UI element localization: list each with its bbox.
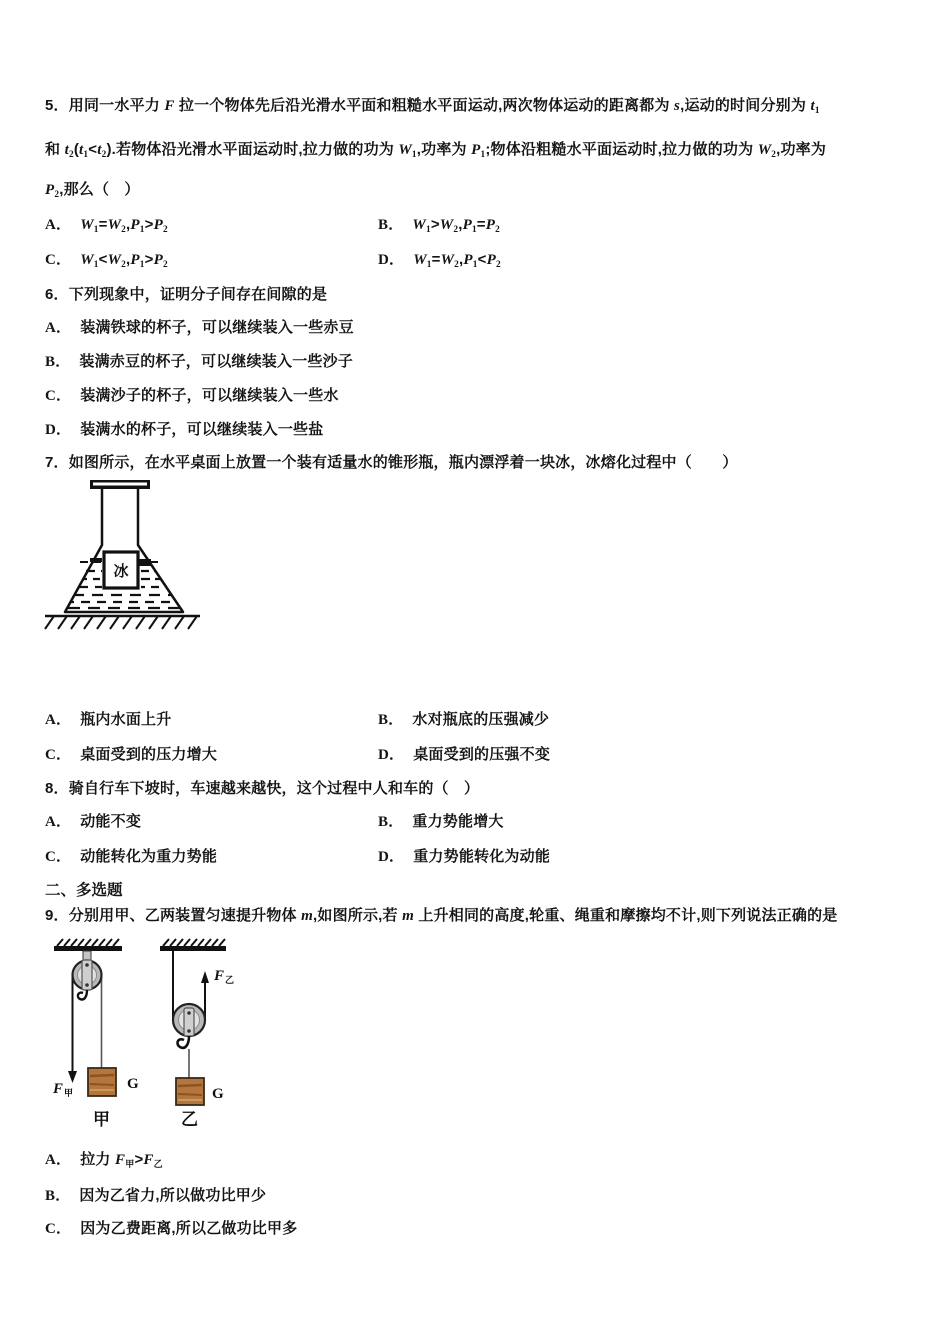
option-text: $W_1<W_2,P_1>P_2$ [80,251,168,270]
option-text: 瓶内水面上升 [80,711,172,728]
option-text: 动能不变 [80,813,142,830]
option-label: C． [45,747,72,763]
weight-label-left: G [127,1076,139,1092]
ceiling-bar-left [54,946,122,951]
option-label: D． [45,422,72,438]
option-text: 因为乙费距离,所以乙做功比甲多 [80,1220,298,1237]
option-text: 动能转化为重力势能 [80,848,218,865]
option-label: B． [45,354,71,370]
q9-title: 9．分别用甲、乙两装置匀速提升物体 m,如图所示,若 m 上升相同的高度,轮重、绳重和摩擦均不计,则下列说法正确的是 [45,907,838,924]
q8-option-row-1 [45,810,504,831]
table-hatching [45,616,200,629]
weight-label-right: G [212,1086,224,1102]
hook-icon [78,990,87,1000]
q7-option-c [45,743,378,764]
svg-text:甲: 甲 [64,1088,74,1098]
q9-option-a [45,1148,163,1170]
q8-option-b [378,810,504,831]
ceiling-hatch-left [57,939,119,946]
pulley-figure [40,938,300,1138]
option-label: D． [378,849,405,865]
q5-option-d [378,248,501,270]
q7-option-a [45,708,378,729]
svg-text:乙: 乙 [225,975,235,985]
option-label: A． [45,814,72,830]
option-text: 装满水的杯子，可以继续装入一些盐 [80,421,324,438]
option-text: 重力势能增大 [412,813,504,830]
ceiling-hatch-right [163,939,225,946]
q5-line-3: $P_2$,那么（ ） [45,181,140,200]
option-label: A． [45,1152,72,1168]
option-text: 装满沙子的杯子，可以继续装入一些水 [80,387,339,404]
q8-option-row-2 [45,845,550,866]
hook-icon [177,1036,189,1048]
option-text: 因为乙省力,所以做功比甲少 [79,1187,267,1204]
q9-option-b [45,1184,266,1205]
option-text: 装满铁球的杯子，可以继续装入一些赤豆 [80,319,354,336]
option-label: B． [378,217,404,233]
option-label: A． [45,712,72,728]
ceiling-bar-right [160,946,226,951]
q7-title: 7．如图所示，在水平桌面上放置一个装有适量水的锥形瓶，瓶内漂浮着一块冰，冰熔化过程中（ ） [45,454,738,471]
option-label: C． [45,252,72,268]
option-text: 桌面受到的压力增大 [80,746,218,763]
force-label-yi: F [214,968,225,984]
fixed-pulley-assembly [52,939,139,1129]
movable-pulley-assembly [160,939,234,1129]
q7-option-b [378,708,549,729]
option-text: $W_1>W_2,P_1=P_2$ [412,216,500,235]
force-arrow-down [68,1071,77,1083]
setup-label-yi: 乙 [181,1110,198,1129]
q8-title: 8．骑自行车下坡时，车速越来越快，这个过程中人和车的（ ） [45,780,480,797]
force-label-jia: F [53,1081,64,1097]
q5-option-row-1 [45,213,500,235]
force-arrow-up [201,971,209,983]
q5-option-row-2 [45,248,501,270]
option-text: 桌面受到的压强不变 [413,746,551,763]
option-text: 装满赤豆的杯子，可以继续装入一些沙子 [79,353,354,370]
weight-block-jia [88,1068,116,1096]
option-text: $W_1=W_2,P_1<P_2$ [413,251,501,270]
option-label: D． [378,252,405,268]
q8-option-c [45,845,378,866]
q7-option-row-1 [45,708,549,729]
option-label: A． [45,217,72,233]
option-label: C． [45,849,72,865]
option-label: C． [45,388,72,404]
option-label: D． [378,747,405,763]
q5-line-1: 5．用同一水平力 F 拉一个物体先后沿光滑水平面和粗糙水平面运动,两次物体运动的距离都为 s,运动的时间分别为 $t_1$ [45,97,820,116]
q5-option-c [45,248,378,270]
flask-figure [40,478,210,638]
option-text: 水对瓶底的压强减少 [412,711,550,728]
q5-line-2: 和 $t_2(t_1<t_2)$.若物体沿光滑水平面运动时,拉力做的功为 $W_1$,功率为 $P_1$;物体沿粗糙水平面运动时,拉力做的功为 $W_2$,功率为 [45,141,827,160]
q6-option-b [45,350,353,371]
q9-option-c [45,1217,297,1238]
option-label: B． [378,814,404,830]
option-text: $W_1=W_2,P_1>P_2$ [80,216,168,235]
q6-option-a [45,316,354,337]
option-label: C． [45,1221,72,1237]
q7-option-row-2 [45,743,550,764]
q6-option-c [45,384,339,405]
option-text: 重力势能转化为动能 [413,848,551,865]
q6-title: 6．下列现象中，证明分子间存在间隙的是 [45,286,328,303]
section-2-header: 二、多选题 [45,882,123,899]
option-label: B． [378,712,404,728]
ice-label: 冰 [113,563,129,580]
q8-option-d [378,845,550,866]
q5-option-b [378,213,500,235]
q8-option-a [45,810,378,831]
option-label: B． [45,1188,71,1204]
q5-option-a [45,213,378,235]
setup-label-jia: 甲 [93,1110,110,1129]
q6-option-d [45,418,323,439]
q7-option-d [378,743,550,764]
option-text: 拉力 $F_甲>F_乙$ [80,1151,163,1170]
option-label: A． [45,320,72,336]
